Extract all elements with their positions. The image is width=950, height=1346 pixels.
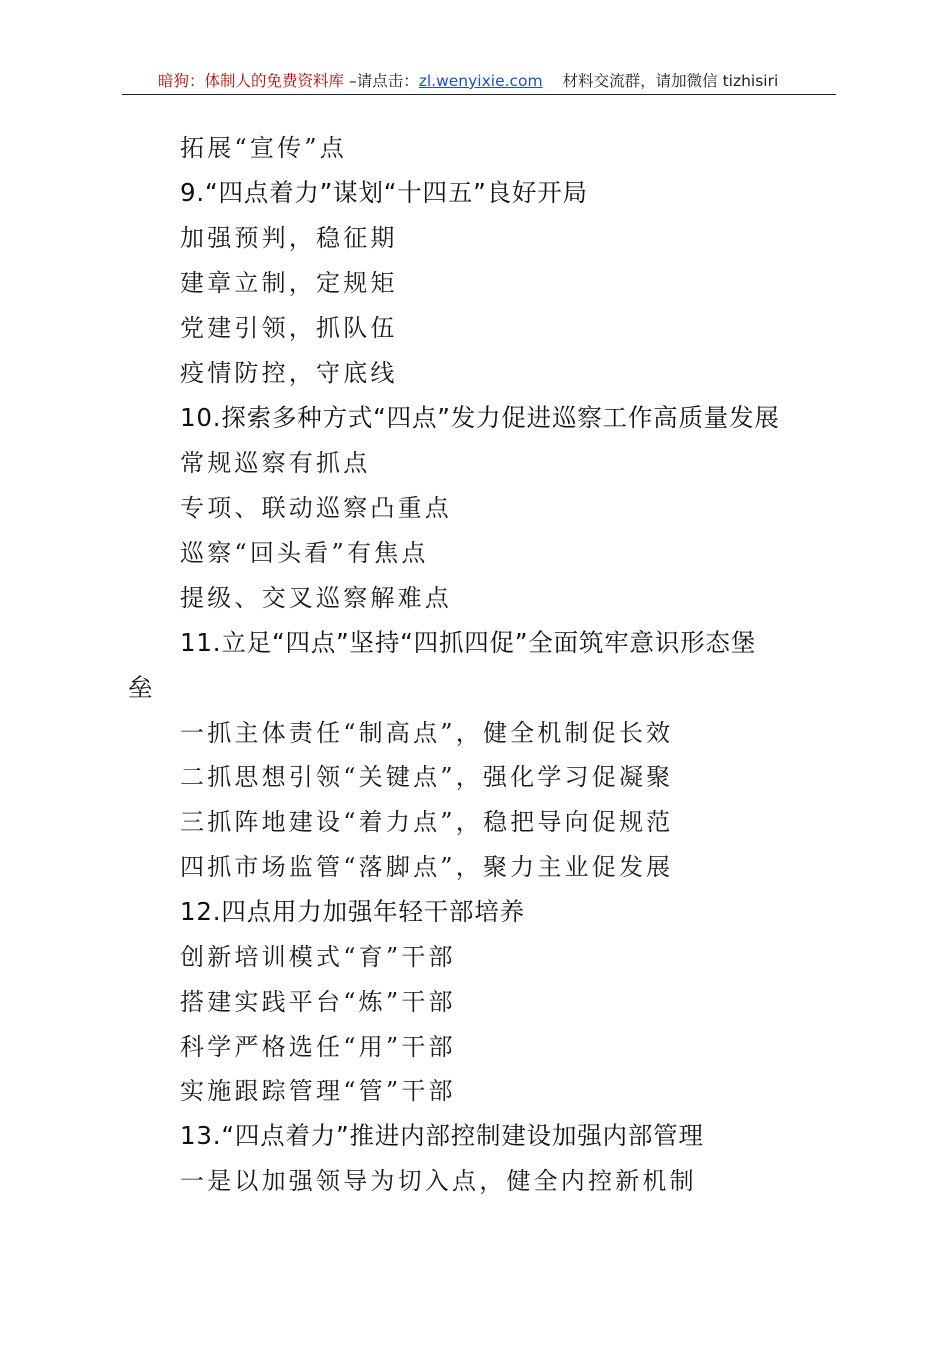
section-heading-9: 9.“四点着力”谋划“十四五”良好开局 [180,178,588,207]
list-item: 二抓思想引领“关键点”，强化学习促凝聚 [180,763,674,791]
section-heading-11: 11.立足“四点”坚持“四抓四促”全面筑牢意识形态堡 [180,628,757,657]
list-item: 拓展“宣传”点 [180,134,347,162]
list-item: 三抓阵地建设“着力点”，稳把导向促规范 [180,808,674,836]
header-link[interactable]: zl.wenyixie.com [418,72,543,90]
header-contact: 材料交流群，请加微信 tizhisiri [562,72,779,90]
section-heading-13: 13.“四点着力”推进内部控制建设加强内部管理 [180,1121,704,1150]
header-brand: 暗狗：体制人的免费资料库 [158,72,345,90]
section-heading-11-continued: 垒 [128,673,154,702]
list-item: 加强预判，稳征期 [180,224,398,252]
list-item: 四抓市场监管“落脚点”，聚力主业促发展 [180,853,674,881]
list-item: 一抓主体责任“制高点”，健全机制促长效 [180,719,674,747]
list-item: 巡察“回头看”有焦点 [180,539,429,567]
list-item: 实施跟踪管理“管”干部 [180,1077,456,1105]
list-item: 建章立制，定规矩 [180,269,398,297]
list-item: 专项、联动巡察凸重点 [180,494,452,522]
list-item: 搭建实践平台“炼”干部 [180,988,456,1016]
list-item: 一是以加强领导为切入点，健全内控新机制 [180,1167,697,1195]
section-heading-10: 10.探索多种方式“四点”发力促进巡察工作高质量发展 [180,403,780,432]
section-heading-12: 12.四点用力加强年轻干部培养 [180,897,525,926]
list-item: 创新培训模式“育”干部 [180,943,456,971]
list-item: 科学严格选任“用”干部 [180,1033,456,1061]
list-item: 常规巡察有抓点 [180,449,371,477]
page-header [122,68,836,95]
list-item: 党建引领，抓队伍 [180,314,398,342]
list-item: 提级、交叉巡察解难点 [180,584,452,612]
list-item: 疫情防控，守底线 [180,359,398,387]
header-click-prompt: –请点击： [344,72,419,90]
